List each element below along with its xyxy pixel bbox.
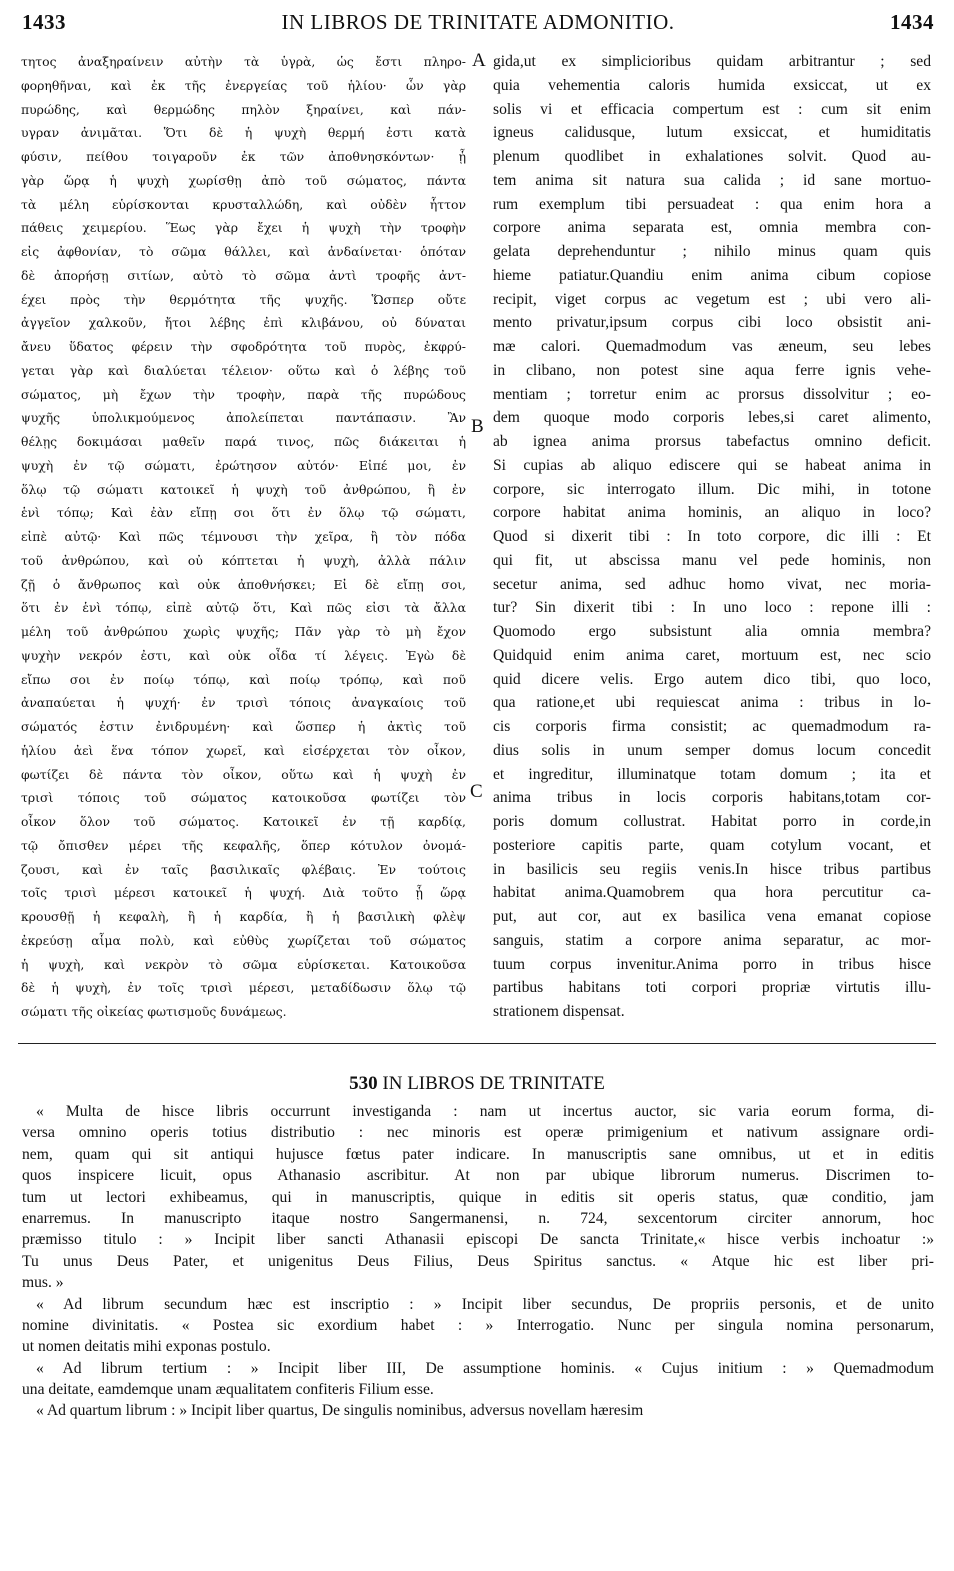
text-line: ψυχὴ ἐν τῷ σώματι, ἐρώτησον αὐτόν· Εἰπέ μοι, ἐν <box>21 457 466 473</box>
text-line: put, aut cor, aut ex basilica vena emanat copiose <box>493 908 931 925</box>
margin-letter-a: A <box>472 50 486 71</box>
text-line: σώματι τῆς οἰκείας φωτισμοῦς δυνάμεως. <box>21 1004 287 1019</box>
text-line: versa omnino operis totius distributio : nec minoris est operæ primigenium et nativum assignare ordi- <box>22 1124 934 1142</box>
text-line: Quidquid enim anima caret, mortuum est, nec scio <box>493 646 931 664</box>
text-line: mento privatur,ipsum corpus cibi loco obsistit ani- <box>493 314 931 332</box>
text-line: μέλη τοῦ ἀνθρώπου χωρὶς ψυχῆς; Πᾶν γὰρ τὸ μὴ ἔχον <box>21 624 466 639</box>
text-line: nomine divinitatis. « Postea sic exordium habet : » Interrogatio. Nunc per singula nomina personarum, <box>22 1316 934 1334</box>
section-heading <box>0 1073 954 1095</box>
text-line: Si cupias ab aliquo ediscere qui se habeat anima in <box>493 456 931 474</box>
text-line: τὰ μέλη εὑρίσκονται κρυσταλλώδη, καὶ οὐδὲν ἧττον <box>21 196 466 212</box>
text-line: tem anima sit natura sua calida ; id sane mortuo- <box>493 171 931 189</box>
text-line: dius solis in unum semper domus locum concedit <box>493 741 931 759</box>
text-line: posteriore capitis parte, quam cotylum vocant, et <box>493 836 931 854</box>
text-line: quid dicere velis. Ergo autem dico tibi, quo loco, <box>493 670 931 688</box>
text-line: εἰς ἀφθονίαν, τὸ σῶμα θάλλει, καὶ ἀνδαίνεται· ὁπόταν <box>21 244 466 259</box>
text-line: δὲ ἀπορήσῃ σιτίων, αὐτὸ τὸ σῶμα ἀντὶ τροφῆς ἀντ- <box>21 267 466 283</box>
text-line: πυρώδης, καὶ θερμώδης πηλὸν ξηραίνει, καὶ πάν- <box>21 101 466 117</box>
text-line: Quod si dixerit tibi : In toto corpore, dic illi : Et <box>493 528 931 545</box>
text-line: πάθεις χειμερίου. Ἕως γὰρ ἔχει ἡ ψυχὴ τὴν τροφὴν <box>21 220 466 236</box>
text-line: τοῖς τρισὶ μέρεσι κατοικεῖ ἡ ψυχή. Διὰ τοῦτο ᾗ ὥρᾳ <box>21 885 466 901</box>
text-line: quia vehementia caloris humida exsiccat, ut ex <box>493 76 931 94</box>
text-line: enarremus. In manuscripto itaque nostro Sangermanensi, n. 724, sexcentorum circiter annorum, hoc <box>22 1209 934 1227</box>
text-line: plenum quodlibet in exhalationes solvit. Quod au- <box>493 148 931 165</box>
text-line: δὲ ἡ ψυχὴ, ἐν τοῖς τρισὶ μέρεσι, μεταδίδωσιν ὅλῳ τῷ <box>21 980 466 996</box>
text-line: τρισὶ τόποις τοῦ σώματος κατοικοῦσα φωτίζει τὸν <box>21 790 466 806</box>
text-line: Tu unus Deus Pater, et unigenitus Deus Filius, Deus Spiritus sanctus. « Atque hic est liber pri- <box>22 1252 934 1270</box>
text-line: habitat anima.Quamobrem qua hora percutitur ca- <box>493 884 931 902</box>
greek-column <box>21 50 466 1024</box>
text-line: έχει πρὸς τὴν θερμότητα τῆς ψυχῆς. Ὥσπερ οὔτε <box>21 291 466 307</box>
text-line: γεται γὰρ καὶ διαλύεται τέλειον· οὕτω καὶ ὁ λέβης τοῦ <box>21 362 466 378</box>
text-line: φορηθῆναι, καὶ ἐκ τῆς ἐνεργείας τοῦ ἡλίου· ὧν γὰρ <box>21 77 466 93</box>
text-line: qua ratione,et ubi requiescat anima : tribus in lo- <box>493 694 931 712</box>
text-line: cis corporis firma consistit; ac quemadmodum ra- <box>493 718 931 735</box>
text-line: φωτίζει δὲ πάντα τὸν οἶκον, οὕτω καὶ ἡ ψυχὴ ἐν <box>21 766 466 782</box>
text-line: ab ignea anima prorsus tabefactus omnino deficit. <box>493 433 931 450</box>
section-number: 530 <box>349 1073 378 1094</box>
text-line: mentiam ; torretur enim ac prorsus dissolvitur ; eo- <box>493 385 931 403</box>
text-line: ἡλίου ἀεὶ ἕνα τόπον χωρεῖ, καὶ εἰσέρχεται τὸν οἶκον, <box>21 742 466 758</box>
text-line: qui fit, ut abscissa manu vel pede hominis, non <box>493 551 931 569</box>
page-number-right: 1434 <box>890 10 934 34</box>
text-line: « Multa de hisce libris occurrunt investiganda : nam ut incertus auctor, sic varia eorum forma, di- <box>36 1103 934 1120</box>
text-line: sanguis, statim a corpore anima separatur, ac mor- <box>493 931 931 949</box>
text-line: recipit, viget corpus ac vegetum est ; ubi vero ali- <box>493 290 931 308</box>
text-line: anima tribus in locis corporis habitans,totam cor- <box>493 789 931 807</box>
text-line: ζουσι, καὶ ἐν ταῖς βασιλικαῖς φλέβαις. Ἐν τούτοις <box>21 861 466 877</box>
text-line: strationem dispensat. <box>493 1003 625 1020</box>
text-line: tum ut lectori exhibeamus, qui in manuscriptis, quique in editis sit operis status, quæ conditio, jam <box>22 1188 934 1206</box>
text-line: ἡ ψυχὴ, καὶ νεκρὸν τὸ σῶμα εὑρίσκεται. Κατοικοῦσα <box>21 956 466 972</box>
text-line: σώματός ἐστιν ἐνιδρυμένη· καὶ ὥσπερ ἡ ἀκτὶς τοῦ <box>21 719 466 734</box>
text-line: corpore habitat anima hominis, an aliquo in loco? <box>493 504 931 522</box>
text-line: nem, quam qui sit antiqui hujusce fœtus pater indicare. In manuscriptis sane omnibus, ut et in editis <box>22 1145 934 1163</box>
text-line: γὰρ ὥρᾳ ἡ ψυχὴ χωρίσθῃ ἀπὸ τοῦ σώματος, πάντα <box>21 172 466 188</box>
running-header <box>22 10 934 40</box>
text-line: corpore anima separata est, omnia membra con- <box>493 219 931 237</box>
text-line: dem quoque modo corporis lebes,si caret alimento, <box>493 409 931 427</box>
text-line: ψυχὴν νεκρόν ἐστι, καὶ οὐκ οἶδα τί λέγεις. Ἐγὼ δὲ <box>21 647 466 663</box>
text-line: et ingreditur, illuminatque totam domum ; ita et <box>493 765 931 783</box>
text-line: solis vi et efficacia compertum est : cum sit enim <box>493 100 931 118</box>
text-line: quos inspicere licuit, opus Athanasio ascribitur. At non par ubique librorum numerus. Discrimen to- <box>22 1167 934 1185</box>
section-title-text: IN LIBROS DE TRINITATE <box>382 1073 605 1094</box>
text-line: « Ad librum secundum hæc est inscriptio : » Incipit liber secundus, De propriis personis, et de unito <box>36 1295 934 1313</box>
text-line: θέλῃς δοκιμάσαι μαθεῖν παρά τινος, πῶς διάκειται ἡ <box>21 434 466 449</box>
text-line: poris domum collustrat. Habitat porro in corde,in <box>493 813 931 830</box>
text-line: εἰπὲ αὐτῷ· Καὶ πῶς τέμνουσι τὴν χεῖρα, ἢ τὸν πόδα <box>21 529 466 544</box>
text-line: tuum corpus invenitur.Anima porro in tribus hisce <box>493 955 931 973</box>
section-divider <box>18 1043 936 1044</box>
text-line: gelata deprehenduntur ; nihilo minus quam quis <box>493 243 931 260</box>
text-line: mæ calori. Quemadmodum vas æneum, seu lebes <box>493 338 931 355</box>
text-line: in basilicis seu regiis venis.In hisce tribus partibus <box>493 860 931 878</box>
text-line: partibus habitans toti corpori propriæ virtutis illu- <box>493 979 931 997</box>
text-line: οἶκον ὅλον τοῦ σώματος. Κατοικεῖ ἐν τῇ καρδίᾳ, <box>21 814 466 829</box>
text-line: ἑνὶ τόπῳ; Καὶ ἐὰν εἴπῃ σοι ὅτι ἐν ὅλῳ τῷ σώματι, <box>21 505 466 521</box>
text-line: ἄνευ ὕδατος φέρειν τὴν σφοδρότητα τοῦ πυρὸς, ἐκφρύ- <box>21 339 466 354</box>
text-line: ψυχῆς ὑπολικμούμενος ἀπολείπεται παντάπασιν. Ἂν <box>21 410 466 426</box>
margin-letter-c: C <box>470 781 483 802</box>
text-line: corpore, sic interrogato illum. Dic mihi, in totone <box>493 480 931 498</box>
latin-column <box>493 50 931 1024</box>
text-line: φύσιν, πείθου τοιγαροῦν ἐκ τῶν ἀποθνησκόντων· ᾗ <box>21 149 466 164</box>
page-number-left: 1433 <box>22 10 66 34</box>
text-line: tur? Sin dixerit tibi : In uno loco : repone illi : <box>493 599 931 617</box>
text-line: υγραν ἀνιμᾶται. Ὅτι δὲ ἡ ψυχὴ θερμή ἐστι κατὰ <box>21 125 466 141</box>
text-line: una deitate, eamdemque unam æqualitatem confiteris Filium esse. <box>22 1381 434 1399</box>
text-line: mus. » <box>22 1274 64 1292</box>
text-line: ἀναπαύεται ἡ ψυχή· ἐν τρισὶ τόποις ἀναγκαίοις τοῦ <box>21 695 466 711</box>
running-title: IN LIBROS DE TRINITATE ADMONITIO. <box>281 10 675 34</box>
text-line: hieme patiatur.Quandiu enim anima cibum copiose <box>493 266 931 284</box>
text-line: ζῇ ὁ ἄνθρωπος καὶ οὐκ ἀποθνήσκει; Εἰ δὲ εἴπῃ σοι, <box>21 576 466 592</box>
text-line: « Ad quartum librum : » Incipit liber quartus, De singulis nominibus, adversus novellam hæresim <box>36 1402 644 1420</box>
margin-letter-b: B <box>471 416 484 437</box>
text-line: « Ad librum tertium : » Incipit liber III, De assumptione hominis. « Cujus initium : » Quemadmodum <box>36 1359 934 1377</box>
text-line: Quomodo ergo subsistunt alia omnia membra? <box>493 623 931 640</box>
text-line: præmisso titulo : » Incipit liber sancti Athanasii episcopi De sancta Trinitate,« hisce verbis inchoatur :» <box>22 1231 934 1249</box>
text-line: σώματος, μὴ ἔχων τὴν τροφὴν, παρὰ τῆς πυρώδους <box>21 386 466 402</box>
text-line: εἴπω σοι ἐν ποίῳ τόπῳ, καὶ ποίῳ τρόπῳ, καὶ ποῦ <box>21 671 466 687</box>
text-line: in clibano, non potest sine aqua ferre ignis vehe- <box>493 361 931 379</box>
text-line: ἐκρεύσῃ αἷμα πολὺ, καὶ εὐθὺς χωρίζεται τοῦ σώματος <box>21 932 466 948</box>
text-line: ὅλῳ τῷ σώματι κατοικεῖ ἡ ψυχὴ τοῦ ἀνθρώπου, ἢ ἐν <box>21 481 466 497</box>
text-line: κρουσθῇ ἡ κεφαλὴ, ἢ ἡ καρδία, ἢ ἡ βασιλικὴ φλὲψ <box>21 909 466 924</box>
text-line: ut nomen deitatis mihi exponas postulo. <box>22 1338 271 1356</box>
text-line: τῷ ὄπισθεν μέρει τῆς κεφαλῆς, ὅπερ κότυλον ὀνομά- <box>21 837 466 853</box>
text-line: rum exemplum tibi persuadeat : qua enim hora a <box>493 195 931 213</box>
text-line: secetur anima, sed adhuc homo vivat, nec moria- <box>493 575 931 593</box>
text-line: ἀγγεῖον χαλκοῦν, ἤτοι λέβης ἐπὶ κλιβάνου, οὐ δύναται <box>21 315 466 331</box>
admonitio-body <box>22 1101 934 1422</box>
text-line: τοῦ ἀνθρώπου, καὶ οὐ κόπτεται ἡ ψυχὴ, ἀλλὰ πάλιν <box>21 552 466 568</box>
text-line: ὅτι ἐν ἑνὶ τόπῳ, εἰπὲ αὐτῷ ὅτι, Καὶ πῶς εἰσι τὰ ἄλλα <box>21 600 466 616</box>
text-line: gida,ut ex simplicioribus quidam arbitrantur ; sed <box>493 53 931 70</box>
text-line: igneus calidusque, lutum exsiccat, et humiditatis <box>493 124 931 142</box>
text-line: τητος ἀναξηραίνειν αὐτὴν τὰ ὑγρὰ, ὡς ἔστι πληρο- <box>21 54 466 69</box>
